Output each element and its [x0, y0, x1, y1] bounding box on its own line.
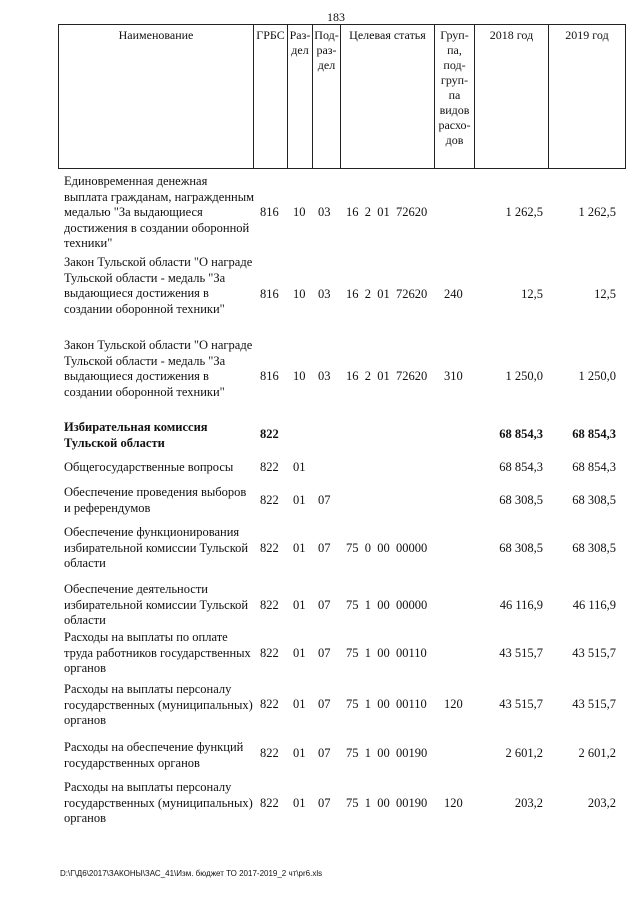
row-podrazdel: 07: [318, 646, 331, 660]
row-razdel: 01: [293, 796, 306, 810]
header-target-article: Целевая статья: [349, 28, 426, 42]
row-target-article: 75 1 00 00190: [346, 746, 428, 760]
row-target-article: 75 0 00 00000: [346, 541, 428, 555]
row-name: Закон Тульской области "О награде Тульской области - медаль "За выдающиеся достижения в создании оборонной техники": [64, 338, 253, 399]
row-value-2019: 68 308,5: [572, 493, 616, 507]
row-name: Расходы на обеспечение функций государственных органов: [64, 740, 244, 770]
row-value-2018: 1 262,5: [505, 205, 543, 219]
row-podrazdel: 07: [318, 697, 331, 711]
row-value-2018: 43 515,7: [499, 646, 543, 660]
row-value-2018: 68 308,5: [499, 541, 543, 555]
row-target-article: 75 1 00 00110: [346, 697, 427, 711]
row-razdel: 01: [293, 598, 306, 612]
row-grbs: 822: [260, 493, 279, 507]
row-name: Расходы на выплаты персоналу государственных (муниципальных) органов: [64, 780, 253, 825]
row-target-article: 16 2 01 72620: [346, 287, 428, 301]
row-razdel: 01: [293, 460, 306, 474]
column-divider: [58, 24, 59, 168]
column-divider: [340, 24, 341, 168]
row-target-article: 16 2 01 72620: [346, 369, 428, 383]
row-value-2019: 1 262,5: [578, 205, 616, 219]
row-podrazdel: 03: [318, 287, 331, 301]
file-path-footer: D:\Г\Д6\2017\ЗАКОНЫ\ЗАС_41\Изм. бюджет ТО 2017-2019_2 чт\pr6.xls: [60, 869, 323, 878]
row-value-2019: 43 515,7: [572, 646, 616, 660]
row-value-2018: 2 601,2: [505, 746, 543, 760]
row-expense-group: 240: [444, 287, 463, 301]
row-podrazdel: 07: [318, 796, 331, 810]
row-razdel: 01: [293, 697, 306, 711]
header-grbs: ГРБС: [256, 28, 285, 42]
column-divider: [625, 24, 626, 168]
row-value-2018: 203,2: [514, 796, 543, 810]
column-divider: [253, 24, 254, 168]
row-name: Закон Тульской области "О награде Тульской области - медаль "За выдающиеся достижения в создании оборонной техники": [64, 255, 253, 316]
column-divider: [474, 24, 475, 168]
row-razdel: 01: [293, 541, 306, 555]
header-top-border: [58, 24, 626, 25]
row-podrazdel: 07: [318, 541, 331, 555]
row-grbs: 822: [260, 460, 279, 474]
row-target-article: 75 1 00 00190: [346, 796, 428, 810]
row-value-2019: 46 116,9: [572, 598, 616, 612]
row-value-2019: 2 601,2: [578, 746, 616, 760]
row-razdel: 01: [293, 646, 306, 660]
header-podrazdel: Под- раз- дел: [314, 28, 339, 72]
row-target-article: 75 1 00 00000: [346, 598, 428, 612]
row-name: Общегосударственные вопросы: [64, 460, 234, 474]
header-year-2019: 2019 год: [565, 28, 609, 42]
row-razdel: 01: [293, 493, 306, 507]
row-value-2019: 1 250,0: [578, 369, 616, 383]
row-value-2018: 68 854,3: [499, 460, 543, 474]
row-expense-group: 120: [444, 697, 463, 711]
row-name: Обеспечение проведения выборов и референдумов: [64, 485, 247, 515]
row-razdel: 10: [293, 369, 306, 383]
row-value-2018: 1 250,0: [505, 369, 543, 383]
row-razdel: 01: [293, 746, 306, 760]
row-grbs: 822: [260, 541, 279, 555]
row-value-2018: 12,5: [521, 287, 543, 301]
row-podrazdel: 07: [318, 598, 331, 612]
row-grbs: 822: [260, 697, 279, 711]
row-grbs: 816: [260, 205, 279, 219]
row-value-2019: 203,2: [587, 796, 616, 810]
row-grbs: 822: [260, 746, 279, 760]
row-value-2019: 12,5: [594, 287, 616, 301]
page-number: 183: [327, 10, 345, 24]
row-razdel: 10: [293, 287, 306, 301]
row-grbs: 822: [260, 598, 279, 612]
row-target-article: 75 1 00 00110: [346, 646, 427, 660]
row-name: Расходы на выплаты персоналу государственных (муниципальных) органов: [64, 682, 253, 727]
header-expense-group: Груп- па, под- груп- па видов расхо- дов: [438, 28, 471, 147]
row-name: Единовременная денежная выплата гражданам, награжденным медалью "За выдающиеся достижения в создании оборонной техники": [64, 174, 255, 250]
row-podrazdel: 03: [318, 369, 331, 383]
row-value-2019: 43 515,7: [572, 697, 616, 711]
row-value-2018: 46 116,9: [499, 598, 543, 612]
row-value-2019: 68 854,3: [572, 427, 616, 441]
row-value-2018: 43 515,7: [499, 697, 543, 711]
row-grbs: 822: [260, 796, 279, 810]
row-value-2018: 68 854,3: [499, 427, 543, 441]
row-name: Обеспечение функционирования избирательной комиссии Тульской области: [64, 525, 249, 570]
header-name: Наименование: [118, 28, 194, 42]
row-name: Избирательная комиссия Тульской области: [64, 420, 208, 450]
row-target-article: 16 2 01 72620: [346, 205, 428, 219]
row-name: Расходы на выплаты по оплате труда работников государственных органов: [64, 630, 251, 675]
row-value-2018: 68 308,5: [499, 493, 543, 507]
row-grbs: 816: [260, 369, 279, 383]
row-expense-group: 310: [444, 369, 463, 383]
row-grbs: 822: [260, 646, 279, 660]
row-razdel: 10: [293, 205, 306, 219]
row-value-2019: 68 308,5: [572, 541, 616, 555]
row-grbs: 822: [260, 427, 279, 441]
row-podrazdel: 03: [318, 205, 331, 219]
row-grbs: 816: [260, 287, 279, 301]
header-year-2018: 2018 год: [489, 28, 534, 42]
row-value-2019: 68 854,3: [572, 460, 616, 474]
row-name: Обеспечение деятельности избирательной комиссии Тульской области: [64, 582, 249, 627]
header-razdel: Раз- дел: [289, 28, 311, 57]
header-bottom-border: [58, 168, 626, 169]
row-expense-group: 120: [444, 796, 463, 810]
row-podrazdel: 07: [318, 746, 331, 760]
row-podrazdel: 07: [318, 493, 331, 507]
column-divider: [548, 24, 549, 168]
